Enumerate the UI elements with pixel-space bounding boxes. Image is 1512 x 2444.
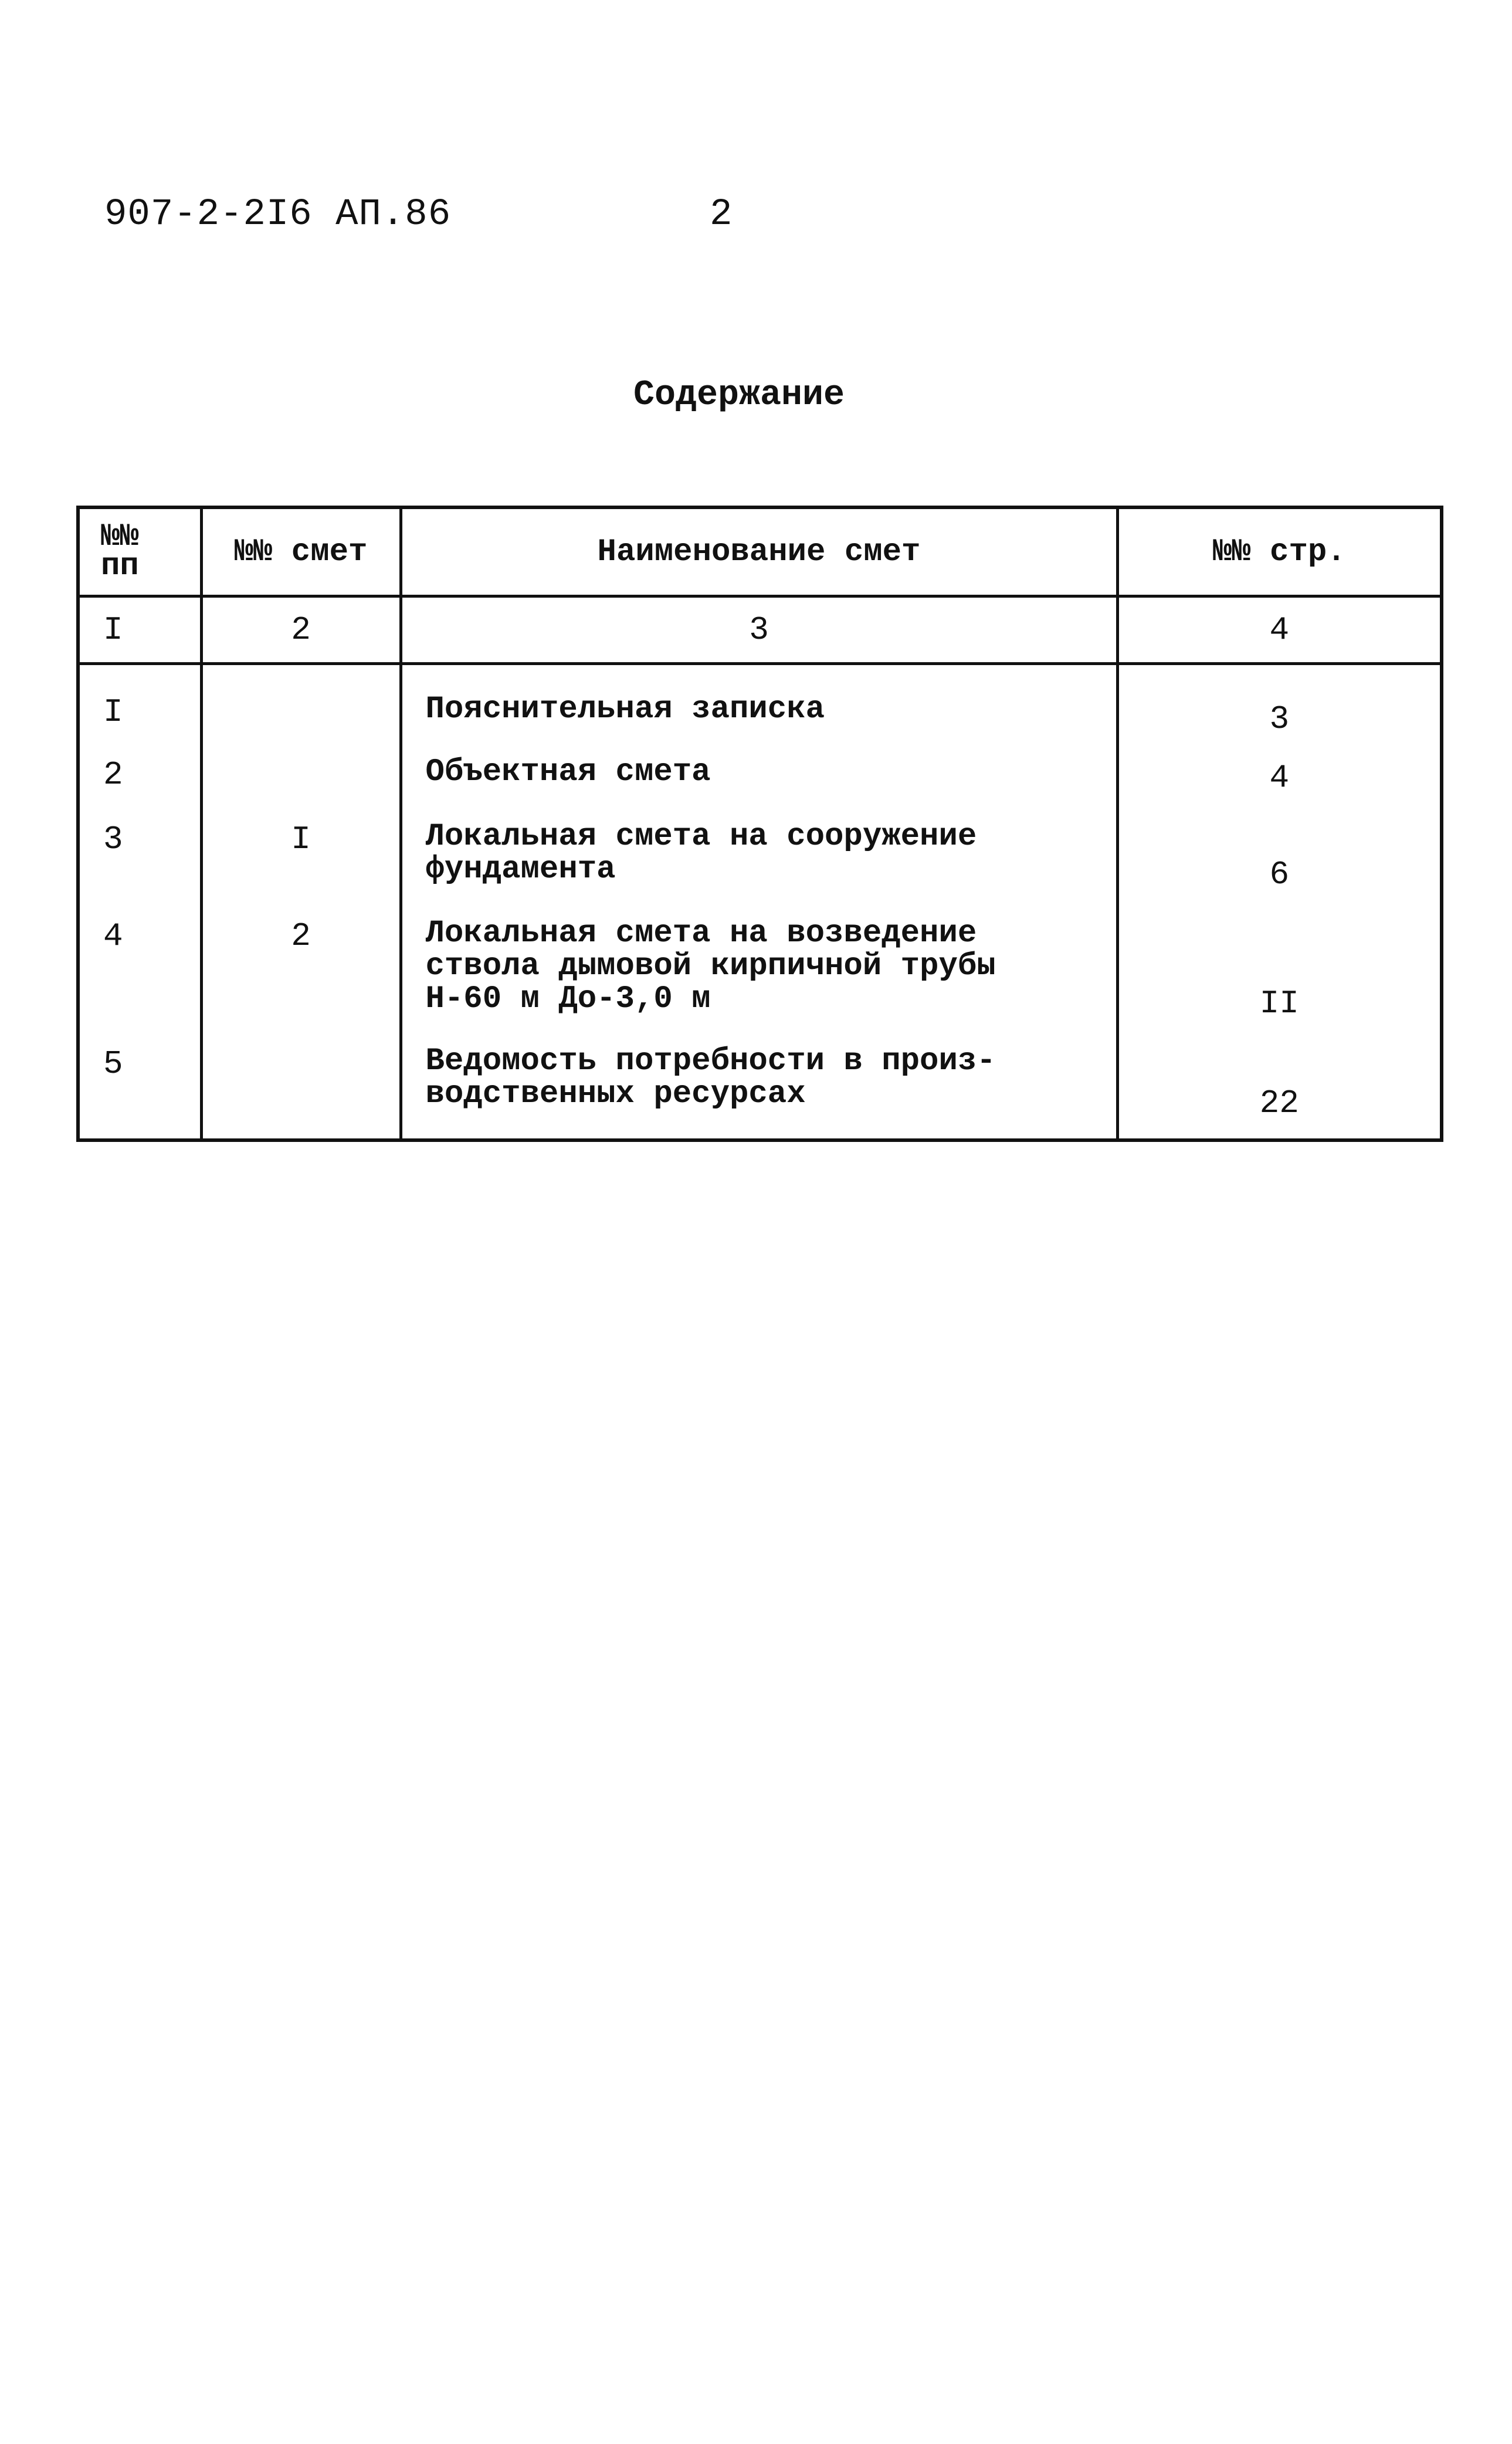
row-pp: 3: [103, 821, 123, 859]
row-name: Локальная смета на возведение ствола дымовой кирпичной трубы Н-60 м До-3,0 м: [425, 916, 996, 1018]
row-pp: I: [103, 693, 123, 731]
header-pp: №№ пп: [78, 507, 201, 596]
page-number: 2: [710, 194, 733, 236]
row-page: 22: [1259, 1084, 1299, 1123]
row-name: Локальная смета на сооружение фундамента: [425, 819, 977, 888]
pp-column: [78, 664, 201, 1140]
contents-table: [76, 506, 1443, 1142]
document-code: 907-2-2I6 АП.86: [104, 194, 452, 236]
row-page: II: [1259, 985, 1299, 1023]
row-page: 3: [1269, 700, 1290, 738]
column-number: 4: [1117, 596, 1442, 664]
row-pp: 5: [103, 1045, 123, 1083]
header-name: Наименование смет: [401, 507, 1117, 596]
row-pp: 4: [103, 917, 123, 955]
row-smet: 2: [291, 917, 311, 955]
page-column: [1117, 664, 1442, 1140]
table-header-row: [78, 507, 1442, 596]
table-body: [78, 664, 1442, 1140]
row-page: 4: [1269, 759, 1290, 797]
row-name: Пояснительная записка: [425, 691, 825, 728]
header-page: №№ стр.: [1117, 507, 1442, 596]
row-page: 6: [1269, 856, 1290, 894]
smet-column: [201, 664, 401, 1140]
header-smet: №№ смет: [201, 507, 401, 596]
row-pp: 2: [103, 756, 123, 794]
row-name: Ведомость потребности в произ- водственных ресурсах: [425, 1043, 996, 1113]
row-smet: I: [291, 821, 311, 859]
column-number: 2: [201, 596, 401, 664]
column-number: 3: [401, 596, 1117, 664]
name-column: [401, 664, 1117, 1140]
contents-title: Содержание: [633, 375, 845, 415]
column-number: I: [78, 596, 201, 664]
column-number-row: [78, 596, 1442, 664]
row-name: Объектная смета: [425, 754, 711, 791]
